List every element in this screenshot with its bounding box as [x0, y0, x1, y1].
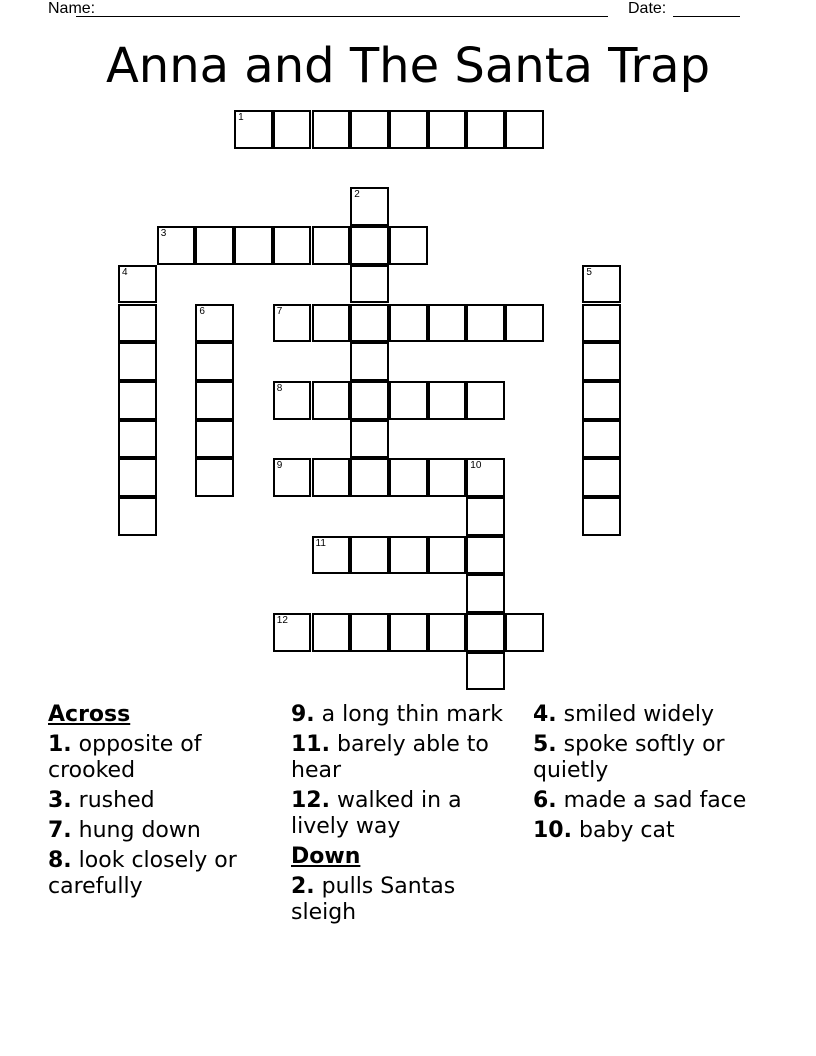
grid-cell[interactable]	[312, 110, 351, 149]
clue-across-11	[291, 732, 521, 784]
grid-cell[interactable]	[389, 304, 428, 343]
clue-text: rushed	[78, 788, 155, 813]
cell-number: 8	[276, 382, 283, 394]
grid-cell[interactable]	[466, 497, 505, 536]
grid-cell[interactable]	[273, 381, 312, 420]
grid-cell[interactable]	[273, 458, 312, 497]
grid-cell[interactable]	[505, 110, 544, 149]
grid-cell[interactable]	[466, 574, 505, 613]
grid-cell[interactable]	[466, 458, 505, 497]
grid-cell[interactable]	[195, 304, 234, 343]
date-label: Date:	[628, 0, 667, 17]
grid-cell[interactable]	[428, 381, 467, 420]
clue-number: 8.	[48, 848, 72, 873]
grid-cell[interactable]	[350, 226, 389, 265]
clue-across-7	[48, 818, 280, 844]
grid-cell[interactable]	[350, 342, 389, 381]
grid-cell[interactable]	[505, 304, 544, 343]
grid-cell[interactable]	[273, 110, 312, 149]
clue-number: 10.	[533, 818, 572, 843]
clue-number: 7.	[48, 818, 72, 843]
clue-text: barely able to hear	[291, 732, 489, 783]
cell-number: 5	[586, 266, 592, 278]
cell-number: 7	[276, 305, 283, 317]
grid-cell[interactable]	[428, 613, 467, 652]
grid-cell[interactable]	[389, 536, 428, 575]
grid-cell[interactable]	[312, 613, 351, 652]
clue-text: look closely or carefully	[48, 848, 237, 899]
grid-cell[interactable]	[466, 652, 505, 691]
clue-text: pulls Santas sleigh	[291, 874, 456, 925]
grid-cell[interactable]	[350, 187, 389, 226]
grid-cell[interactable]	[466, 304, 505, 343]
grid-cell[interactable]	[157, 226, 196, 265]
grid-cell[interactable]	[466, 110, 505, 149]
grid-cell[interactable]	[195, 342, 234, 381]
clue-down-2	[291, 874, 521, 926]
clue-text: walked in a lively way	[291, 788, 462, 839]
clue-across-3	[48, 788, 280, 814]
cell-number: 3	[160, 228, 167, 240]
clue-across-12	[291, 788, 521, 840]
cell-number: 11	[315, 537, 326, 549]
grid-cell[interactable]	[350, 265, 389, 304]
clue-number: 11.	[291, 732, 330, 757]
clue-text: hung down	[78, 818, 201, 843]
grid-cell[interactable]	[582, 304, 621, 343]
clues-column-3	[533, 702, 773, 848]
grid-cell[interactable]	[428, 536, 467, 575]
grid-cell[interactable]	[312, 458, 351, 497]
clue-text: opposite of crooked	[48, 732, 202, 783]
grid-cell[interactable]	[389, 226, 428, 265]
grid-cell[interactable]	[389, 381, 428, 420]
grid-cell[interactable]	[118, 458, 157, 497]
grid-cell[interactable]	[582, 265, 621, 304]
cell-number: 6	[199, 305, 205, 317]
grid-cell[interactable]	[466, 381, 505, 420]
grid-cell[interactable]	[195, 420, 234, 459]
cell-number: 2	[354, 189, 360, 201]
grid-cell[interactable]	[312, 226, 351, 265]
clue-down-4	[533, 702, 773, 728]
grid-cell[interactable]	[273, 613, 312, 652]
grid-cell[interactable]	[350, 613, 389, 652]
grid-cell[interactable]	[312, 381, 351, 420]
cell-number: 10	[470, 460, 482, 472]
grid-cell[interactable]	[505, 613, 544, 652]
grid-cell[interactable]	[195, 458, 234, 497]
grid-cell[interactable]	[118, 342, 157, 381]
clue-across-8	[48, 848, 280, 900]
grid-cell[interactable]	[234, 110, 273, 149]
grid-cell[interactable]	[350, 536, 389, 575]
clues-column-2	[291, 702, 521, 930]
grid-cell[interactable]	[428, 304, 467, 343]
grid-cell[interactable]	[428, 458, 467, 497]
clue-text: a long thin mark	[321, 702, 503, 727]
clue-number: 5.	[533, 732, 557, 757]
clue-text: smiled widely	[563, 702, 715, 727]
grid-cell[interactable]	[118, 381, 157, 420]
clue-number: 1.	[48, 732, 72, 757]
grid-cell[interactable]	[582, 458, 621, 497]
name-label: Name:	[48, 0, 96, 17]
grid-cell[interactable]	[350, 458, 389, 497]
grid-cell[interactable]	[195, 381, 234, 420]
grid-cell[interactable]	[582, 381, 621, 420]
grid-cell[interactable]	[582, 342, 621, 381]
cell-number: 12	[276, 615, 288, 627]
clue-down-6	[533, 788, 773, 814]
clue-number: 9.	[291, 702, 315, 727]
grid-cell[interactable]	[118, 497, 157, 536]
grid-cell[interactable]	[234, 226, 273, 265]
across-heading: Across	[48, 702, 131, 727]
clue-across-1	[48, 732, 280, 784]
grid-cell[interactable]	[350, 304, 389, 343]
clue-number: 12.	[291, 788, 330, 813]
cell-number: 1	[238, 112, 244, 123]
grid-cell[interactable]	[350, 110, 389, 149]
grid-cell[interactable]	[350, 381, 389, 420]
grid-cell[interactable]	[389, 458, 428, 497]
grid-cell[interactable]	[195, 226, 234, 265]
cell-number: 4	[122, 266, 128, 278]
grid-cell[interactable]	[428, 110, 467, 149]
clue-down-10	[533, 818, 773, 844]
clue-text: spoke softly or quietly	[533, 732, 725, 783]
cell-number: 9	[276, 460, 283, 472]
grid-cell[interactable]	[389, 110, 428, 149]
grid-cell[interactable]	[582, 497, 621, 536]
grid-cell[interactable]	[312, 304, 351, 343]
down-heading: Down	[291, 844, 361, 869]
clue-number: 4.	[533, 702, 557, 727]
grid-cell[interactable]	[582, 420, 621, 459]
clue-number: 6.	[533, 788, 557, 813]
grid-cell[interactable]	[350, 420, 389, 459]
grid-cell[interactable]	[118, 304, 157, 343]
grid-cell[interactable]	[118, 265, 157, 304]
clue-number: 2.	[291, 874, 315, 899]
grid-cell[interactable]	[273, 226, 312, 265]
clue-across-9	[291, 702, 521, 728]
grid-cell[interactable]	[466, 536, 505, 575]
grid-cell[interactable]	[312, 536, 351, 575]
grid-cell[interactable]	[118, 420, 157, 459]
page-title: Anna and The Santa Trap	[105, 38, 711, 94]
clue-text: baby cat	[578, 818, 675, 843]
clues-column-1	[48, 702, 280, 904]
grid-cell[interactable]	[466, 613, 505, 652]
clue-number: 3.	[48, 788, 72, 813]
clue-down-5	[533, 732, 773, 784]
grid-cell[interactable]	[389, 613, 428, 652]
clue-text: made a sad face	[563, 788, 747, 813]
grid-cell[interactable]	[273, 304, 312, 343]
